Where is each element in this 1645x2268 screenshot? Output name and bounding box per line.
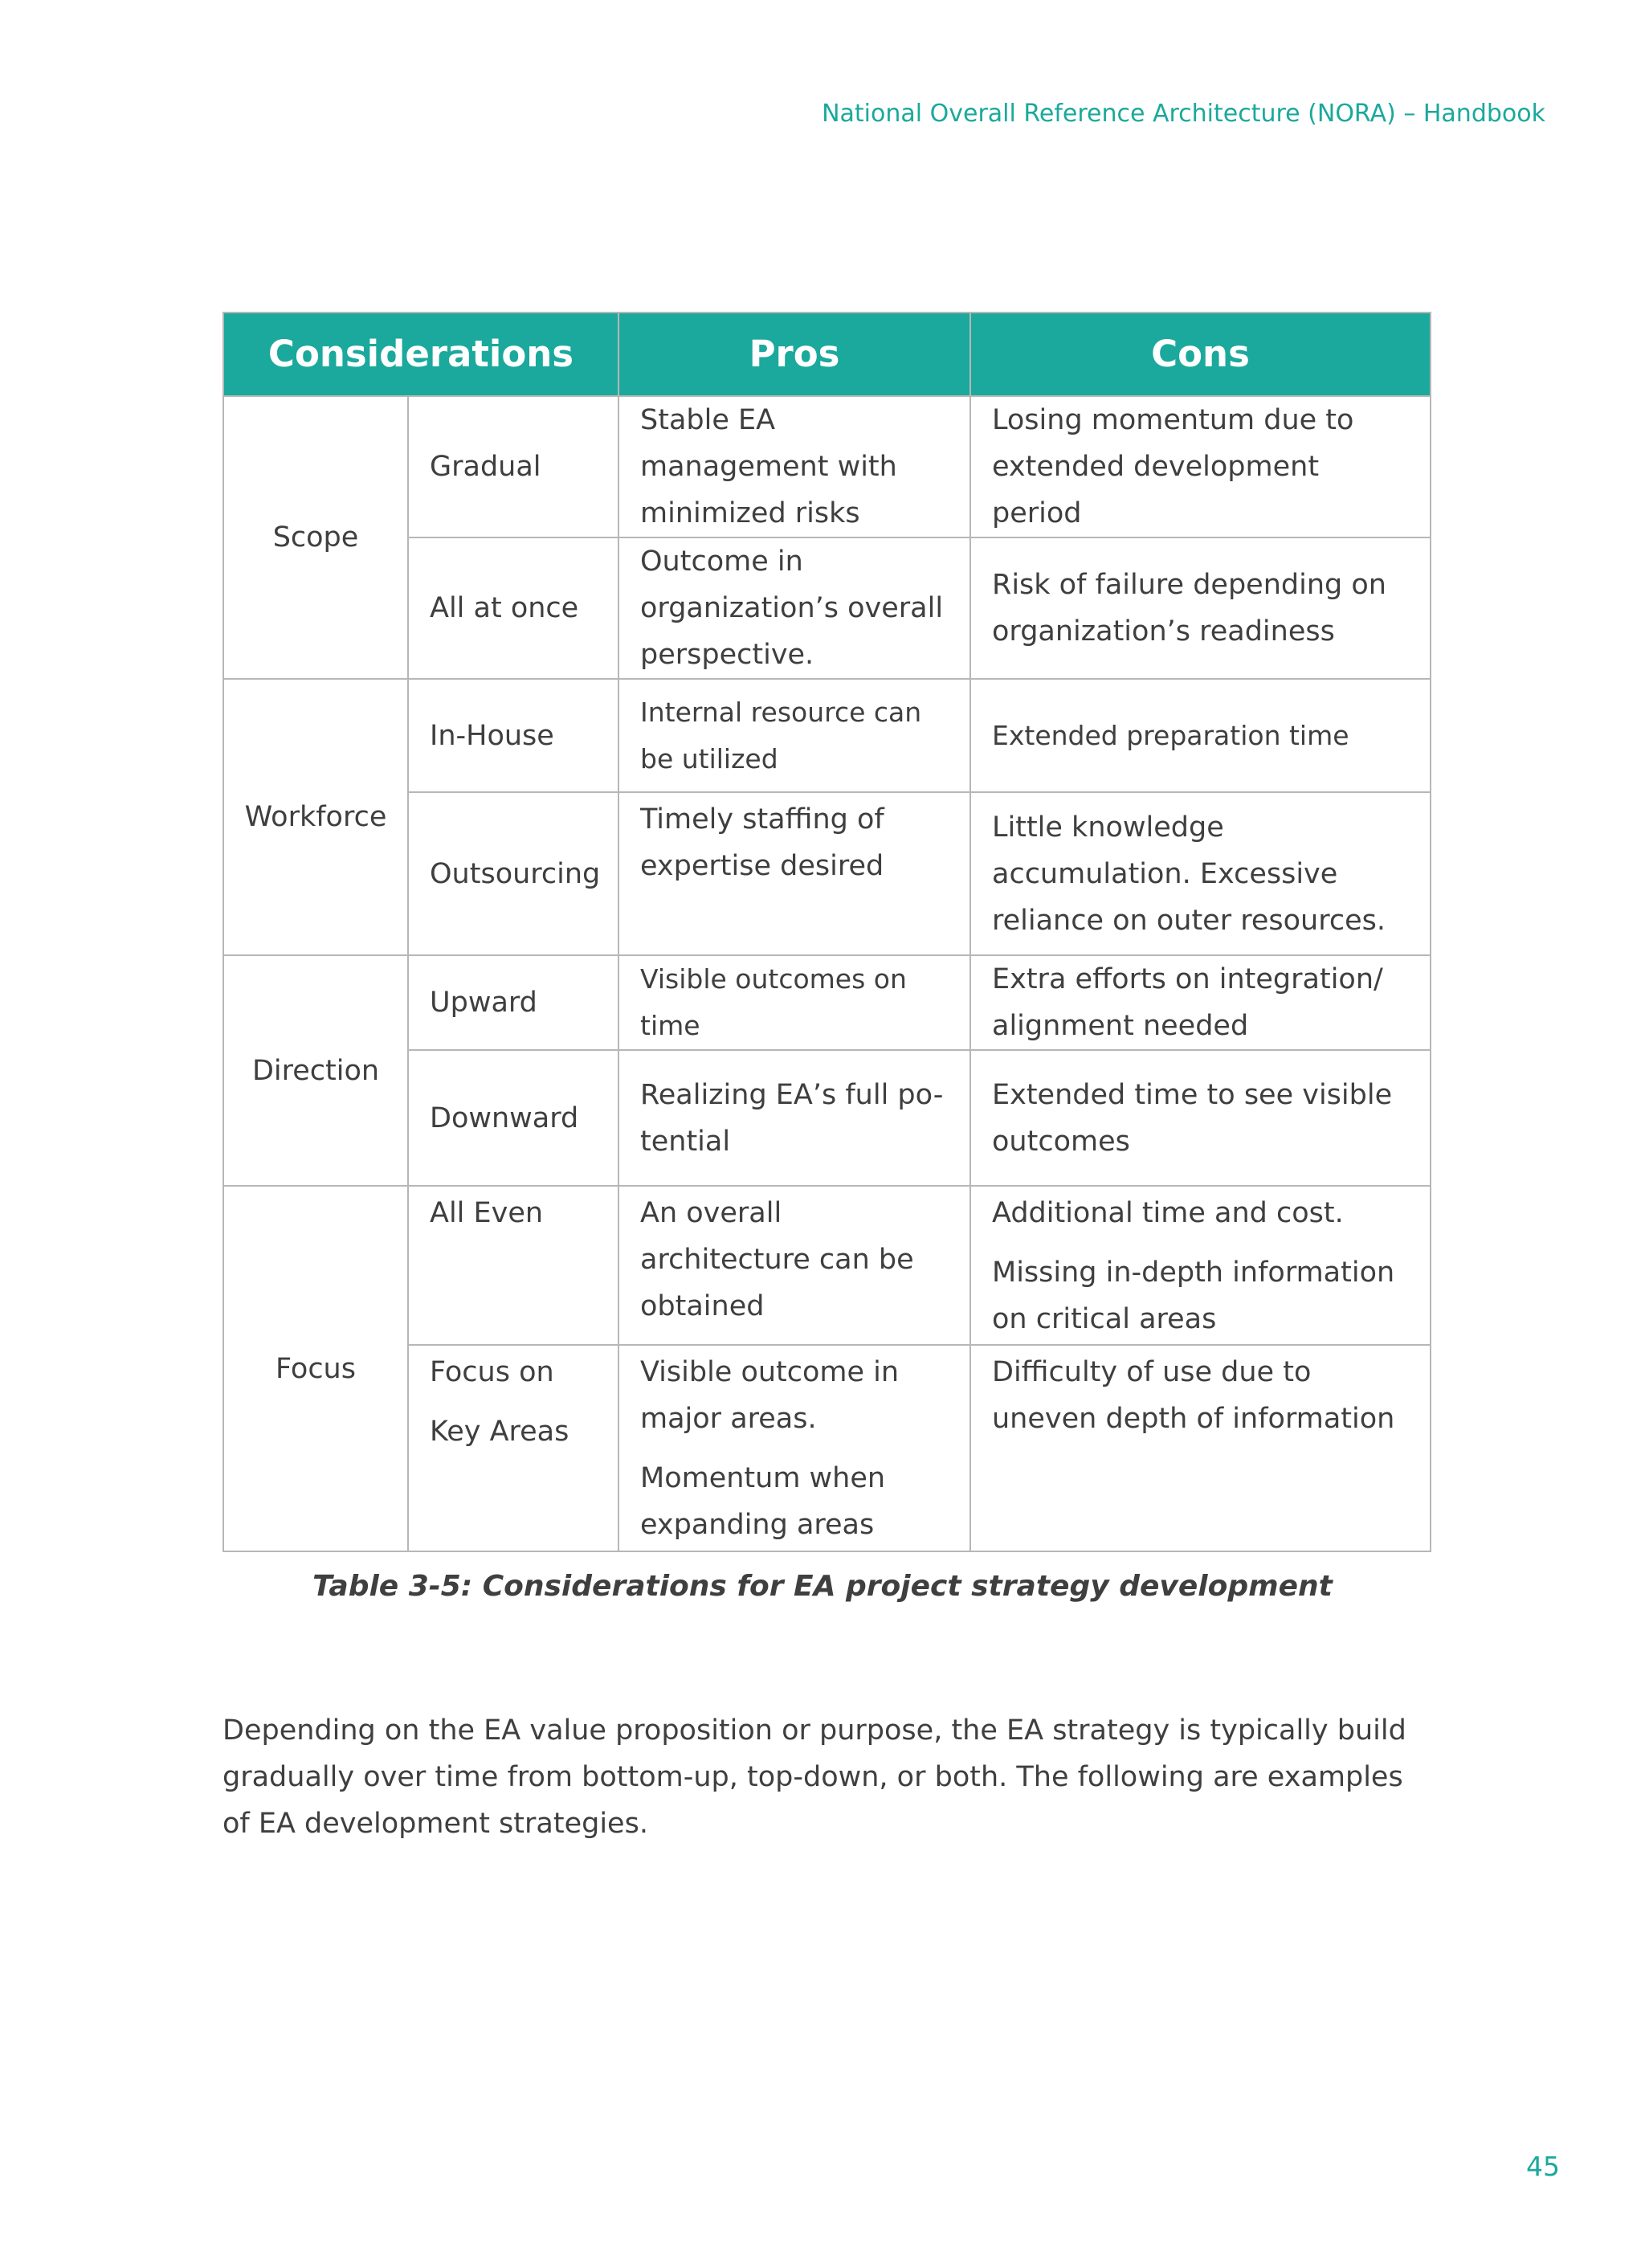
pros-gradual: Stable EA management with minimized risks xyxy=(618,396,970,537)
body-paragraph: Depending on the EA value proposition or purpose, the EA strategy is typically build gradually over time from bottom-up, top-down, or both. The following are examples of EA development strategies. xyxy=(222,1714,1406,1840)
cons-gradual: Losing momentum due to extended development period xyxy=(970,396,1431,537)
pros-all-even: An overall architecture can be obtained xyxy=(618,1186,970,1345)
pros-outsourcing: Timely staffing of expertise desired xyxy=(618,792,970,955)
header-considerations: Considerations xyxy=(223,313,618,396)
pros-key-areas xyxy=(618,1345,970,1551)
pros-upward: Visible outcomes on time xyxy=(618,955,970,1050)
option-upward: Upward xyxy=(408,955,618,1050)
option-downward: Downward xyxy=(408,1050,618,1186)
option-key-areas-line-2: Key Areas xyxy=(430,1416,569,1448)
category-focus: Focus xyxy=(223,1186,408,1551)
option-gradual: Gradual xyxy=(408,396,618,537)
page-number: 45 xyxy=(1526,2151,1560,2182)
cons-all-at-once: Risk of failure depending on organization’s readiness xyxy=(970,537,1431,679)
option-all-at-once: All at once xyxy=(408,537,618,679)
pros-all-at-once: Outcome in organization’s overall perspective. xyxy=(618,537,970,679)
table-header-row xyxy=(223,313,1431,396)
strategy-table xyxy=(222,312,1431,1552)
option-in-house: In-House xyxy=(408,679,618,792)
pros-in-house: Internal resource can be utilized xyxy=(618,679,970,792)
category-workforce: Workforce xyxy=(223,679,408,955)
running-header: National Overall Reference Architecture (NORA) – Handbook xyxy=(822,100,1545,128)
pros-key-areas-line-2: Momentum when expanding areas xyxy=(640,1462,886,1541)
table-row xyxy=(223,955,1431,1050)
table-row xyxy=(223,396,1431,537)
table-caption: Table 3-5: Considerations for EA project strategy development xyxy=(312,1570,1333,1603)
cons-upward: Extra efforts on integration/ alignment needed xyxy=(970,955,1431,1050)
header-cons: Cons xyxy=(970,313,1431,396)
cons-all-even xyxy=(970,1186,1431,1345)
pros-key-areas-line-1: Visible outcome in major areas. xyxy=(640,1356,900,1435)
category-direction: Direction xyxy=(223,955,408,1186)
option-key-areas-line-1: Focus on xyxy=(430,1356,554,1388)
cons-downward: Extended time to see visible outcomes xyxy=(970,1050,1431,1186)
table-row xyxy=(223,1186,1431,1345)
cons-in-house: Extended preparation time xyxy=(970,679,1431,792)
cons-key-areas: Difficulty of use due to uneven depth of information xyxy=(970,1345,1431,1551)
option-outsourcing: Outsourcing xyxy=(408,792,618,955)
cons-outsourcing: Little knowledge accumulation. Excessive reliance on outer resources. xyxy=(970,792,1431,955)
cons-all-even-line-2: Missing in-depth information on critical areas xyxy=(992,1257,1395,1335)
pros-downward: Realizing EA’s full po-tential xyxy=(618,1050,970,1186)
category-scope: Scope xyxy=(223,396,408,679)
cons-all-even-line-1: Additional time and cost. xyxy=(992,1197,1344,1229)
option-key-areas xyxy=(408,1345,618,1551)
option-all-even: All Even xyxy=(408,1186,618,1345)
header-pros: Pros xyxy=(618,313,970,396)
table-row xyxy=(223,679,1431,792)
